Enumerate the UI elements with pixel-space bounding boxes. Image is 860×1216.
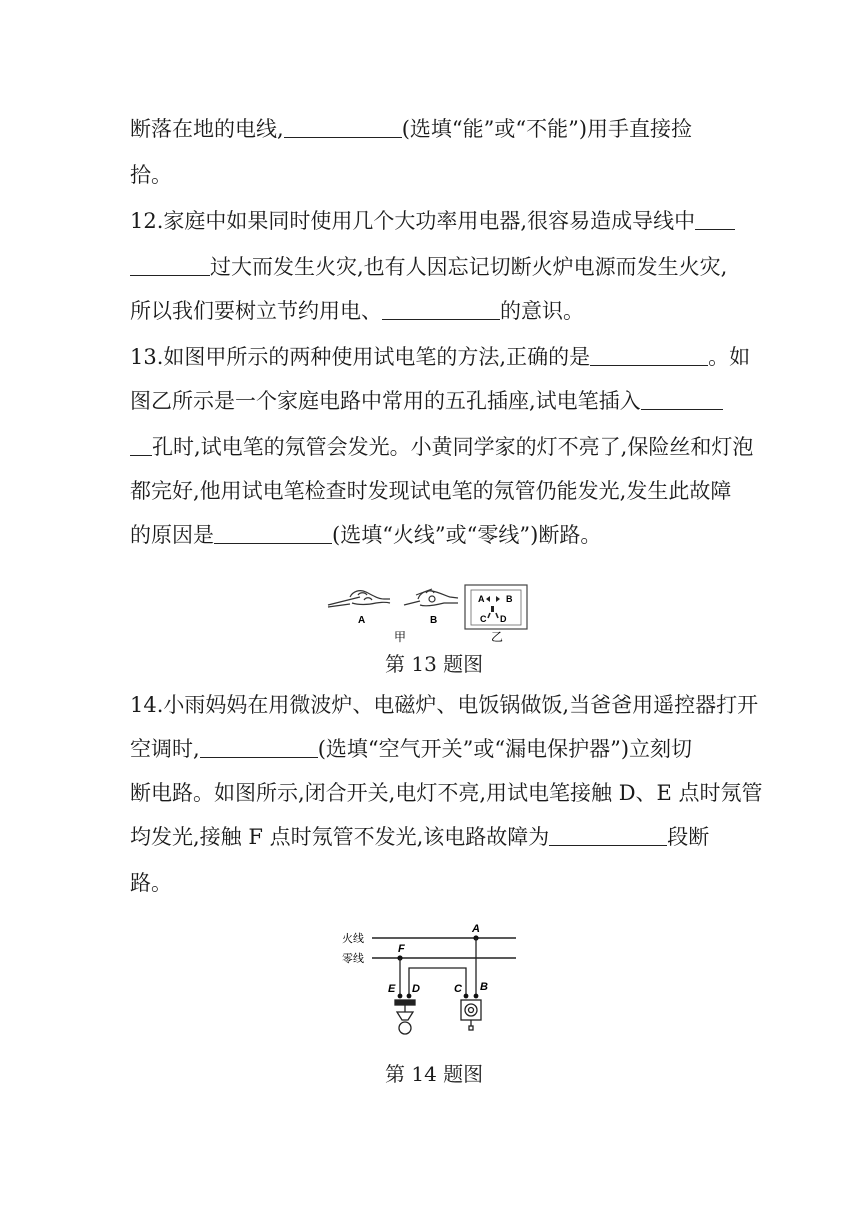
point-e-label: E: [388, 983, 396, 995]
q11-text-a: 断落在地的电线,: [130, 117, 284, 141]
point-b-label: B: [480, 981, 488, 993]
q12-answer-blank-2[interactable]: [382, 297, 500, 320]
q13-text-1a: 13.如图甲所示的两种使用试电笔的方法,正确的是: [130, 345, 591, 369]
q13-text-5b: (选填“火线”或“零线”)断路。: [332, 523, 602, 547]
point-e-dot: [398, 994, 403, 999]
hand-a-label: A: [358, 615, 366, 626]
q14-answer-blank-1[interactable]: [200, 735, 318, 758]
q13-text-1b: 。如: [708, 345, 751, 369]
q13-answer-blank-3[interactable]: [214, 521, 332, 544]
point-b-dot: [474, 994, 479, 999]
hand-b-label: B: [430, 615, 438, 626]
socket-ground-hole: [491, 606, 494, 612]
point-c-label: C: [454, 983, 462, 995]
q14-line-5: 路。: [130, 871, 172, 895]
figure-14-caption: 第 14 题图: [385, 1062, 484, 1086]
q14-line-2: [130, 734, 692, 764]
figure-14-circuit: [340, 918, 520, 1048]
q11-line-1: [130, 114, 692, 144]
q14-line-3: 断电路。如图所示,闭合开关,电灯不亮,用试电笔接触 D、E 点时氖管: [130, 781, 763, 805]
figure-13: [320, 583, 550, 645]
socket-top-holes: [486, 596, 500, 602]
live-wire-label: 火线: [342, 933, 364, 945]
hand-a-illustration: [328, 591, 390, 607]
socket-hole-b-label: B: [506, 594, 513, 604]
socket-hole-a-label: A: [478, 594, 485, 604]
point-d-label: D: [412, 983, 420, 995]
figure-yi-label: 乙: [490, 630, 504, 644]
q13-line-3: [130, 432, 753, 462]
socket-outer-frame: [465, 585, 527, 629]
q14-line-4: [130, 822, 709, 852]
point-d-dot: [407, 994, 412, 999]
q12-line-2: [130, 252, 727, 282]
q14-text-4a: 均发光,接触 F 点时氖管不发光,该电路故障为: [130, 825, 550, 849]
q13-line-1: [130, 342, 750, 372]
hand-b-illustration: [404, 589, 458, 606]
q13-answer-blank-2b[interactable]: [130, 433, 152, 456]
q14-line-1: 14.小雨妈妈在用微波炉、电磁炉、电饭锅做饭,当爸爸用遥控器打开: [130, 693, 759, 717]
q11-text-b: (选填“能”或“不能”)用手直接捡: [401, 117, 693, 141]
q12-line-1: [130, 206, 735, 236]
q13-answer-blank-2a[interactable]: [641, 387, 723, 410]
q14-text-2a: 空调时,: [130, 737, 200, 761]
q12-answer-blank-1b[interactable]: [130, 253, 210, 276]
q12-text-2: 过大而发生火灾,也有人因忘记切断火炉电源而发生火灾,: [210, 255, 728, 279]
q13-line-4: 都完好,他用试电笔检查时发现试电笔的氖管仍能发光,发生此故障: [130, 479, 732, 503]
figure-jia-label: 甲: [394, 630, 407, 644]
socket-hole-c-label: C: [480, 614, 487, 624]
q12-line-3: [130, 296, 584, 326]
socket-hole-d-label: D: [500, 614, 507, 624]
point-a-label: A: [472, 923, 480, 935]
socket-bottom-holes: [488, 613, 498, 618]
neutral-wire-label: 零线: [342, 953, 364, 965]
q11-line-2: 拾。: [130, 163, 172, 187]
figure-13-caption: 第 13 题图: [385, 652, 484, 676]
lamp-icon: [395, 1000, 415, 1034]
q13-answer-blank-1[interactable]: [590, 343, 708, 366]
q14-answer-blank-2[interactable]: [549, 823, 667, 846]
q13-text-3: 孔时,试电笔的氖管会发光。小黄同学家的灯不亮了,保险丝和灯泡: [152, 435, 754, 459]
q13-line-2: [130, 386, 723, 416]
q14-text-2b: (选填“空气开关”或“漏电保护器”)立刻切: [317, 737, 693, 761]
point-c-dot: [464, 994, 469, 999]
q12-text-3a: 所以我们要树立节约用电、: [130, 299, 382, 323]
switch-icon: [461, 1000, 481, 1030]
q12-answer-blank-1a[interactable]: [695, 207, 735, 230]
point-f-label: F: [398, 943, 405, 955]
q12-text-3b: 的意识。: [500, 299, 584, 323]
q12-text-1: 12.家庭中如果同时使用几个大功率用电器,很容易造成导线中: [130, 209, 696, 233]
q13-text-5a: 的原因是: [130, 523, 214, 547]
q14-text-4b: 段断: [667, 825, 710, 849]
q13-text-2: 图乙所示是一个家庭电路中常用的五孔插座,试电笔插入: [130, 389, 641, 413]
q11-answer-blank[interactable]: [284, 115, 402, 138]
q13-line-5: [130, 520, 601, 550]
